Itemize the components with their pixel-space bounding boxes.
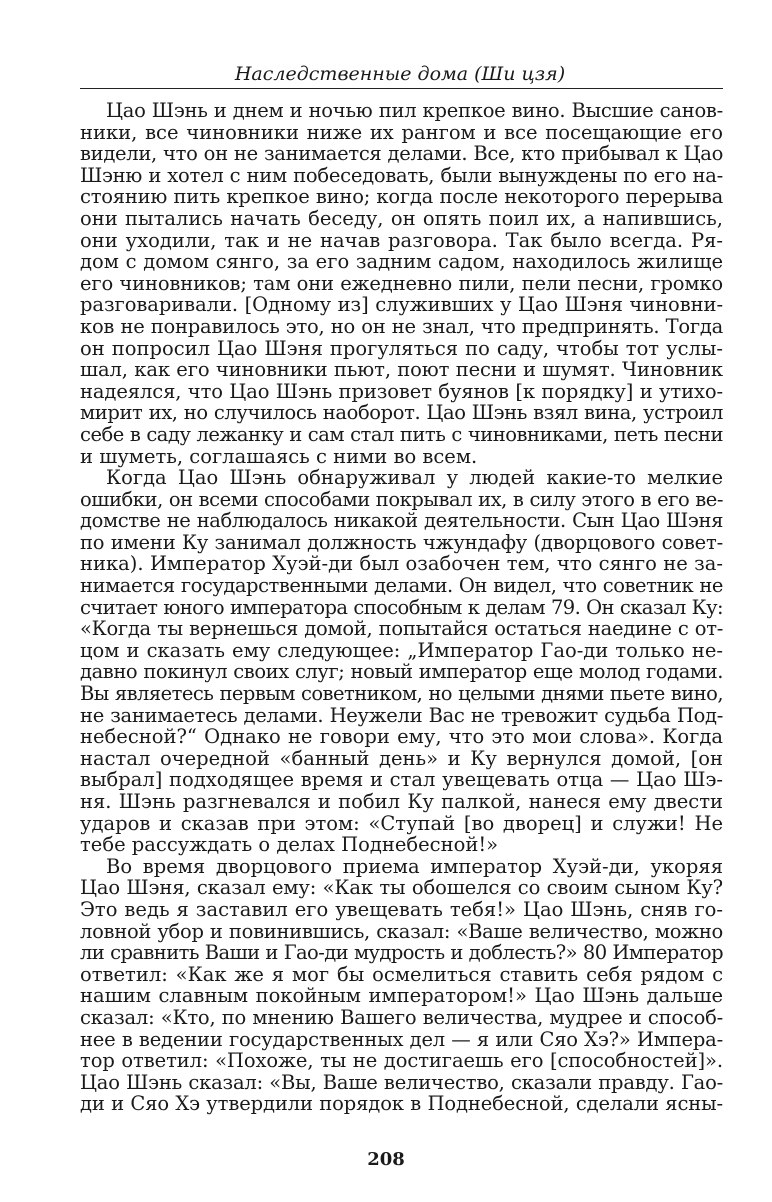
text-line: считает юного императора способным к делам 79. Он сказал Ку: <box>80 595 723 619</box>
text-line: он попросил Цао Шэня прогуляться по саду, чтобы тот услы- <box>80 336 723 360</box>
text-line: по имени Ку занимал должность чжундафу (дворцового совет- <box>80 530 723 554</box>
text-line: Цао Шэня, сказал ему: «Как ты обошелся со своим сыном Ку? <box>80 876 723 900</box>
text-line: Цао Шэнь и днем и ночью пил крепкое вино. Высшие санов- <box>106 99 723 122</box>
text-line: тор ответил: «Похоже, ты не достигаешь его [способностей]». <box>80 1049 723 1073</box>
text-line: ники, все чиновники ниже их рангом и все посещающие его <box>80 120 723 144</box>
text-line: нее в ведении государственных дел — я или Сяо Хэ?» Импера- <box>80 1027 723 1051</box>
text-line: стоянию пить крепкое вино; когда после некоторого перерыва <box>80 185 723 209</box>
text-line: надеялся, что Цао Шэнь призовет буянов [к порядку] и утихо- <box>80 379 723 403</box>
text-line: Это ведь я заставил его увещевать тебя!» Цао Шэнь, сняв го- <box>80 897 723 921</box>
text-line: они пытались начать беседу, он опять поил их, а напившись, <box>80 206 723 230</box>
text-line: Когда Цао Шэнь обнаруживал у людей какие-то мелкие <box>106 466 723 490</box>
text-line: мирит их, но случилось наоборот. Цао Шэнь взял вина, устроил <box>80 401 723 425</box>
text-line: шал, как его чиновники пьют, поют песни и шумят. Чиновник <box>80 358 723 382</box>
text-line: его чиновников; там они ежедневно пили, пели песни, громко <box>80 271 723 295</box>
text-line: Цао Шэнь сказал: «Вы, Ваше величество, сказали правду. Гао- <box>80 1070 723 1094</box>
text-line: они уходили, так и не начав разговора. Так было всегда. Ря- <box>80 228 723 252</box>
text-line: «Когда ты вернешься домой, попытайся остаться наедине с от- <box>80 617 723 641</box>
page-number: 208 <box>367 1149 405 1170</box>
text-line: ди и Сяо Хэ утвердили порядок в Поднебесной, сделали ясны- <box>80 1092 723 1116</box>
text-line: сказал: «Кто, по мнению Вашего величества, мудрее и способ- <box>80 1005 723 1029</box>
text-line: давно покинул своих слуг; новый император еще молод годами. <box>80 660 723 684</box>
text-line: дом с домом сянго, за его задним садом, находилось жилище <box>80 250 723 274</box>
text-line: и шуметь, соглашаясь с ними во всем. <box>80 444 478 468</box>
text-line: ника). Император Хуэй-ди был озабочен тем, что сянго не за- <box>80 552 723 576</box>
text-line: небесной?“ Однако не говори ему, что это мои слова». Когда <box>80 725 723 749</box>
text-line: Вы являетесь первым советником, но целыми днями пьете вино, <box>80 682 723 706</box>
text-line: не занимаетесь делами. Неужели Вас не тревожит судьба Под- <box>80 703 723 727</box>
text-line: ловной убор и повинившись, сказал: «Ваше величество, можно <box>80 919 723 943</box>
text-line: выбрал] подходящее время и стал увещевать отца — Цао Шэ- <box>80 768 723 792</box>
running-header: Наследственные дома (Ши цзя) <box>234 63 566 85</box>
text-line: видели, что он не занимается делами. Все, кто прибывал к Цао <box>80 142 723 166</box>
text-line: ответил: «Как же я мог бы осмелиться ставить себя рядом с <box>80 962 723 986</box>
header-rule <box>80 88 723 89</box>
text-line: тебе рассуждать о делах Поднебесной!» <box>80 833 499 857</box>
body-text <box>80 100 723 1115</box>
text-line: нимается государственными делами. Он видел, что советник не <box>80 574 723 598</box>
text-line: ня. Шэнь разгневался и побил Ку палкой, нанеся ему двести <box>80 790 723 813</box>
text-line: ков не понравилось это, но он не знал, что предпринять. Тогда <box>80 314 723 338</box>
text-line: себе в саду лежанку и сам стал пить с чиновниками, петь песни <box>80 422 723 446</box>
text-line: Во время дворцового приема император Хуэй-ди, укоряя <box>106 854 723 878</box>
text-line: нашим славным покойным императором!» Цао Шэнь дальше <box>80 984 723 1008</box>
text-line: настал очередной «банный день» и Ку вернулся домой, [он <box>80 746 723 770</box>
text-line: цом и сказать ему следующее: „Император Гао-ди только не- <box>80 638 723 662</box>
text-line: ли сравнить Ваши и Гао-ди мудрость и доблесть?» 80 Император <box>80 941 723 965</box>
text-line: ошибки, он всеми способами покрывал их, в силу этого в его ве- <box>80 487 723 511</box>
text-line: Шэню и хотел с ним побеседовать, были вынуждены по его на- <box>80 163 723 187</box>
text-line: разговаривали. [Одному из] служивших у Цао Шэня чиновни- <box>80 293 723 317</box>
text-line: домстве не наблюдалось никакой деятельности. Сын Цао Шэня <box>80 509 723 533</box>
text-line: ударов и сказав при этом: «Ступай [во дворец] и служи! Не <box>80 811 723 835</box>
